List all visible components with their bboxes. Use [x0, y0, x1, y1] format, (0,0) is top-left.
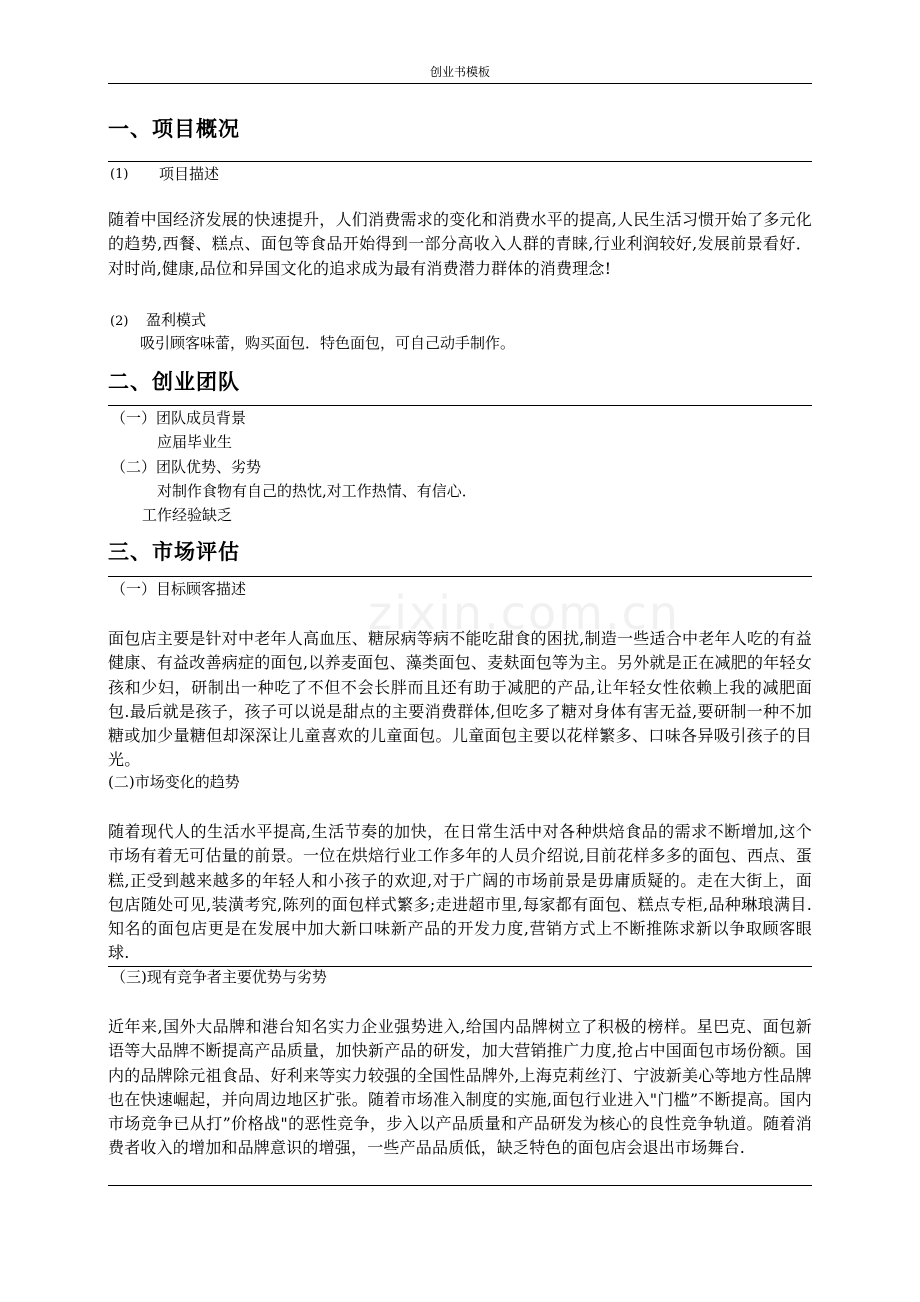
section-3-rule [108, 576, 812, 577]
section-3-paragraph-3: 近年来,国外大品牌和港台知名实力企业强势进入,给国内品牌树立了积极的榜样。星巴克、面包新语等大品牌不断提高产品质量，加快新产品的研发，加大营销推广力度,抢占中国面包市场份额。国内的品牌除元祖食品、好利来等实力较强的全国性品牌外,上海克莉丝汀、宁波新美心等地方性品牌也在快速崛起，并向周边地区扩张。随着市场准入制度的实施,面包行业进入"门槛”不断提高。国内市场竞争已从打”价格战"的恶性竞争，步入以产品质量和产品研发为核心的良性竞争轨道。随着消费者收入的增加和品牌意识的增强，一些产品品质低，缺乏特色的面包店会退出市场舞台. [108, 1017, 812, 1158]
section-2-title: 二、创业团队 [108, 370, 240, 394]
header-rule [108, 83, 812, 84]
page-bottom-rule [108, 1185, 812, 1186]
subsection-2-2: （二）团队优势、劣势 [111, 458, 262, 476]
page-header: 创业书模板 [429, 65, 490, 79]
subsection-1-1-number: (1) [110, 167, 129, 182]
section-2-line-1: 应届毕业生 [157, 433, 233, 451]
section-3-title: 三、市场评估 [108, 540, 240, 564]
section-1-paragraph-2: 吸引顾客味蕾，购买面包．特色面包，可自己动手制作。 [140, 334, 516, 352]
subsection-3-2: (二)市场变化的趋势 [108, 773, 240, 791]
subsection-1-1-label: 项目描述 [159, 165, 220, 183]
section-3-paragraph-1: 面包店主要是针对中老年人高血压、糖尿病等病不能吃甜食的困扰,制造一些适合中老年人吃的有益健康、有益改善病症的面包,以养麦面包、藻类面包、麦麸面包等为主。另外就是正在减肥的年轻女孩和少妇，研制出一种吃了不但不会长胖而且还有助于减肥的产品,让年轻女性依赖上我的减肥面包.最后就是孩子，孩子可以说是甜点的主要消费群体,但吃多了糖对身体有害无益,要研制一种不加糖或加少量糖但却深深让儿童喜欢的儿童面包。儿童面包主要以花样繁多、口味各异吸引孩子的目光。 [108, 629, 812, 770]
subsection-1-2-label: 盈利模式 [146, 311, 207, 329]
subsection-1-2-number: (2) [110, 314, 129, 329]
subsection-2-1: （一）团队成员背景 [111, 409, 247, 427]
section-1-title: 一、项目概况 [108, 117, 240, 141]
section-1-rule [108, 161, 812, 162]
subsection-3-3: （三)现有竞争者主要优势与劣势 [111, 968, 327, 986]
section-2-line-3: 工作经验缺乏 [142, 506, 233, 524]
section-3-paragraph-2: 随着现代人的生活水平提高,生活节奏的加快，在日常生活中对各种烘焙食品的需求不断增加,这个市场有着无可估量的前景。一位在烘焙行业工作多年的人员介绍说,目前花样多多的面包、西点、蛋糕,正受到越来越多的年轻人和小孩子的欢迎,对于广阔的市场前景是毋庸质疑的。走在大街上，面包店随处可见,装潢考究,陈列的面包样式繁多;走进超市里,每家都有面包、糕点专柜,品种琳琅满目.知名的面包店更是在发展中加大新口味新产品的开发力度,营销方式上不断推陈求新以争取顾客眼球. [108, 822, 812, 963]
section-1-paragraph-1: 随着中国经济发展的快速提升，人们消费需求的变化和消费水平的提高,人民生活习惯开始了多元化的趋势,西餐、糕点、面包等食品开始得到一部分高收入人群的青睐,行业利润较好,发展前景看好．对时尚,健康,品位和异国文化的追求成为最有消费潜力群体的消费理念! [108, 210, 812, 278]
section-2-line-2: 对制作食物有自己的热忱,对工作热情、有信心． [157, 482, 477, 500]
section-2-rule [108, 405, 812, 406]
subsection-3-1: （一）目标顾客描述 [111, 580, 247, 598]
watermark: zixin.com.cn [368, 586, 681, 640]
